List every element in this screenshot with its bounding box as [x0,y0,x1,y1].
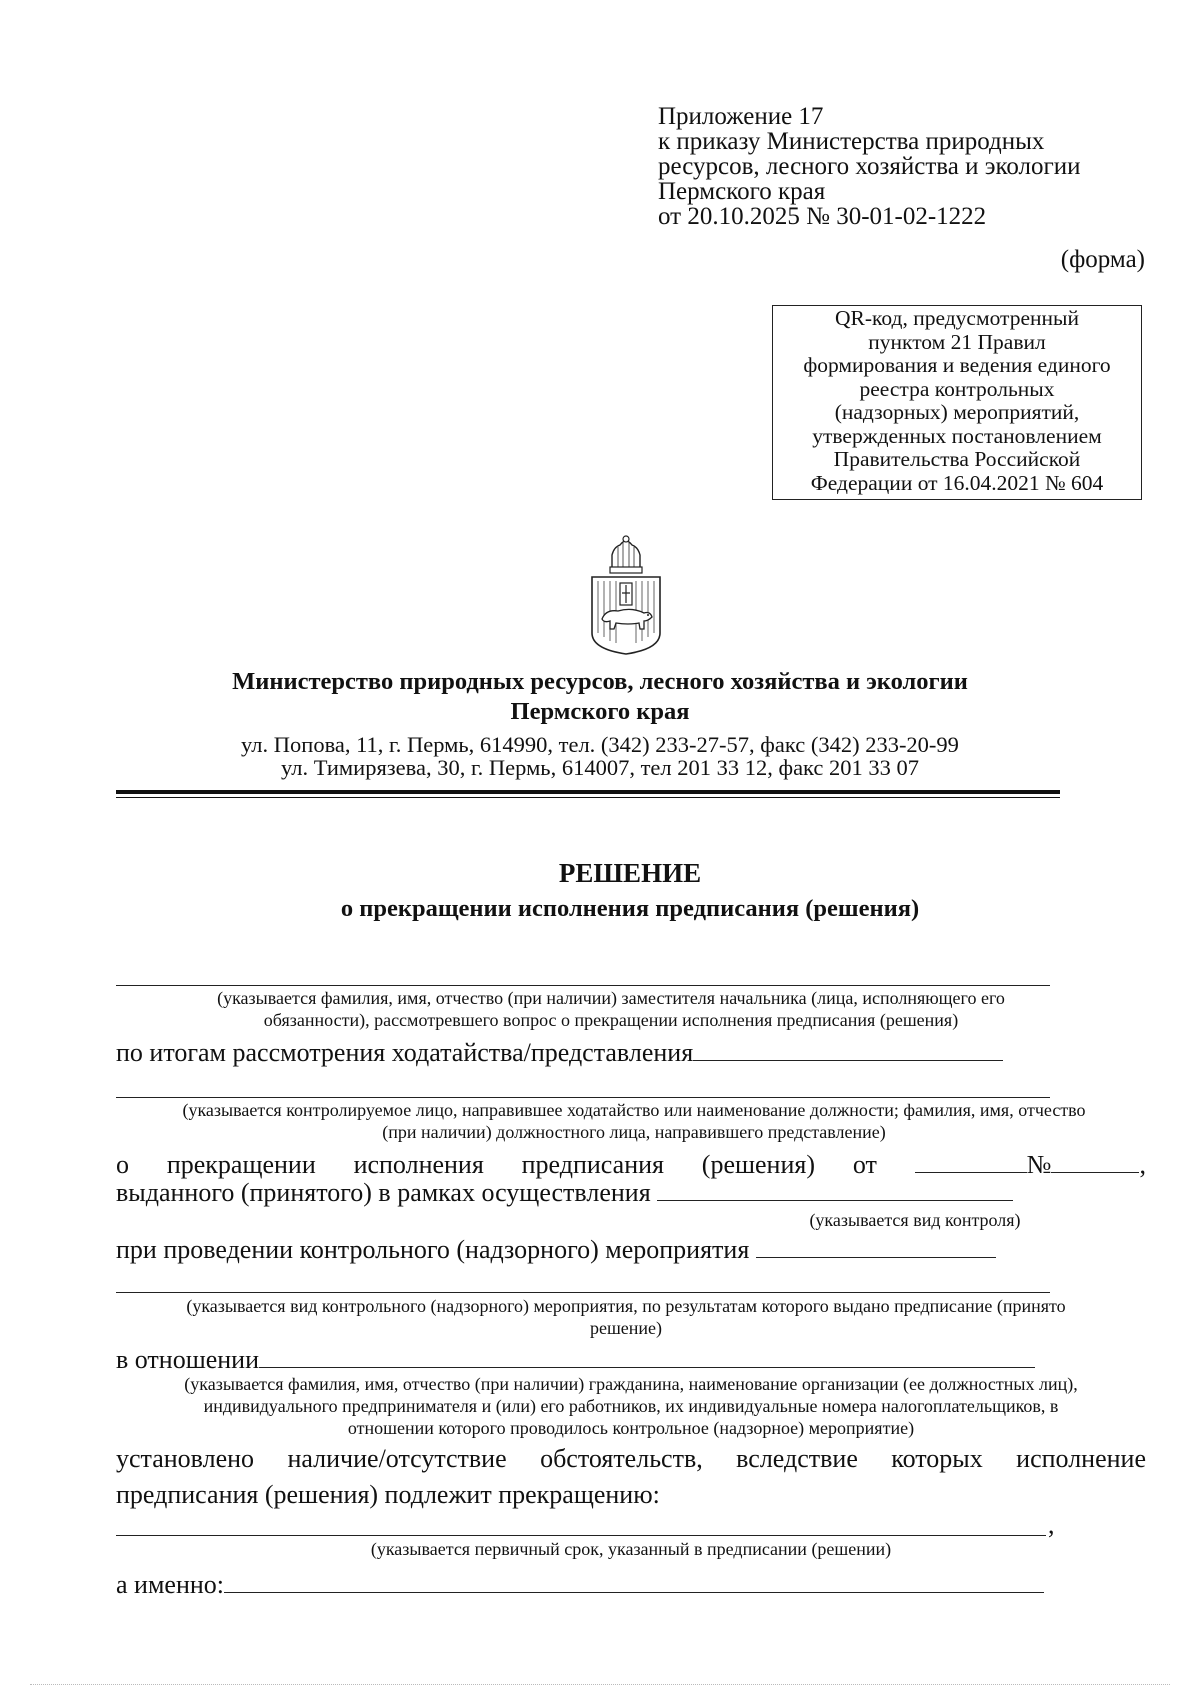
control-type-hint: (указывается вид контроля) [809,1210,1021,1230]
address-line1: ул. Попова, 11, г. Пермь, 614990, тел. (342) 233-27-57, факс (342) 233-20-99 [241,732,959,757]
hint-line: решение) [589,1318,663,1338]
qr-box-line: Федерации от 16.04.2021 № 604 [810,470,1104,495]
during-label: при проведении контрольного (надзорного) мероприятия [116,1235,750,1264]
qr-code-placeholder [772,305,1142,500]
established-line-1: установлено наличие/отсутствие обстоятельств, вследствие которых исполнение [116,1444,1146,1473]
perm-krai-coat-of-arms-icon [588,533,664,655]
controlled-person-hint [116,1099,1152,1143]
organization-name [0,667,1200,727]
qr-box-line: Правительства Российской [833,447,1081,471]
during-line [116,1235,996,1265]
appendix-order-line: ресурсов, лесного хозяйства и экологии [658,153,1081,180]
order-number-field[interactable] [1051,1152,1139,1173]
issued-label: выданного (принятого) в рамках осуществления [116,1178,651,1207]
established-line-2: предписания (решения) подлежит прекращению: [116,1480,660,1509]
termination-line [116,1150,1146,1180]
person-hint [116,1373,1146,1439]
event-type-hint [116,1295,1136,1339]
qr-box-line: формирования и ведения единого [803,353,1111,377]
header-rule-thick [116,790,1060,794]
page-bottom-edge [30,1684,1170,1685]
header-rule-thin [116,797,1060,798]
form-label: (форма) [1060,246,1145,273]
document-subtitle: о прекращении исполнения предписания (решения) [340,895,920,922]
hint-line: (указывается контролируемое лицо, направившее ходатайство или наименование должности; фамилия, имя, отчество [182,1100,1086,1120]
official-hint [116,987,1106,1031]
hint-line: отношении которого проводилось контрольное (надзорное) мероприятие) [347,1418,915,1438]
appendix-number: Приложение 17 [658,103,824,130]
controlled-person-field[interactable] [116,1097,1050,1098]
by-results-line [116,1038,1003,1068]
date-number-group [915,1150,1146,1180]
order-date-field[interactable] [915,1152,1027,1173]
appendix-order-date: от 20.10.2025 № 30-01-02-1222 [658,203,987,230]
termination-word: предписания [521,1150,664,1179]
qr-box-line: реестра контрольных [859,376,1055,401]
deadline-field[interactable] [116,1535,1046,1536]
event-field[interactable] [756,1237,996,1258]
organization-name-line2: Пермского края [510,698,690,725]
petition-field[interactable] [693,1040,1003,1061]
namely-line [116,1570,1044,1600]
namely-label: а именно: [116,1570,224,1599]
termination-word: от [852,1150,877,1179]
namely-field[interactable] [224,1572,1044,1593]
appendix-header [658,104,1080,229]
deadline-hint: (указывается первичный срок, указанный в предписании (решении) [370,1539,892,1559]
termination-word: о [116,1150,129,1179]
official-name-field[interactable] [116,985,1050,986]
hint-line: индивидуального предпринимателя и (или) его работников, их индивидуальные номера налогоплательщиков, в [203,1396,1059,1416]
hint-line: обязанности), рассмотревшего вопрос о прекращении исполнения предписания (решения) [263,1010,959,1030]
hint-line: (указывается фамилия, имя, отчество (при наличии) гражданина, наименование организации (ее должностных лиц), [184,1374,1078,1394]
number-sign: № [1026,1150,1052,1179]
qr-box-line: QR-код, предусмотренный [835,306,1079,330]
qr-box-line: утвержденных постановлением [812,423,1102,448]
hint-line: (указывается вид контрольного (надзорного) мероприятия, по результатам которого выдано предписание (принято [186,1296,1066,1316]
by-results-label: по итогам рассмотрения ходатайства/представления [116,1038,694,1067]
termination-word: исполнения [353,1150,484,1179]
regarding-line [116,1345,1035,1375]
control-type-field[interactable] [657,1180,1013,1201]
person-field[interactable] [259,1347,1035,1368]
event-type-field[interactable] [116,1292,1050,1293]
appendix-order-line: к приказу Министерства природных [658,128,1045,155]
regarding-label: в отношении [116,1345,260,1374]
organization-name-line1: Министерство природных ресурсов, лесного хозяйства и экологии [232,668,968,695]
qr-box-line: (надзорных) мероприятий, [834,400,1080,424]
termination-word: (решения) [701,1150,816,1179]
document-title: РЕШЕНИЕ [558,858,702,888]
appendix-order-line: Пермского края [658,178,826,205]
organization-address [0,733,1200,779]
qr-box-line: пунктом 21 Правил [868,329,1046,354]
address-line2: ул. Тимирязева, 30, г. Пермь, 614007, тел 201 33 12, факс 201 33 07 [280,755,920,780]
deadline-comma: , [1048,1510,1055,1539]
issued-line [116,1178,1013,1208]
hint-line: (при наличии) должностного лица, направившего представление) [382,1122,886,1142]
comma: , [1139,1150,1146,1179]
termination-word: прекращении [166,1150,316,1179]
hint-line: (указывается фамилия, имя, отчество (при наличии) заместителя начальника (лица, исполняющего его [217,988,1005,1008]
